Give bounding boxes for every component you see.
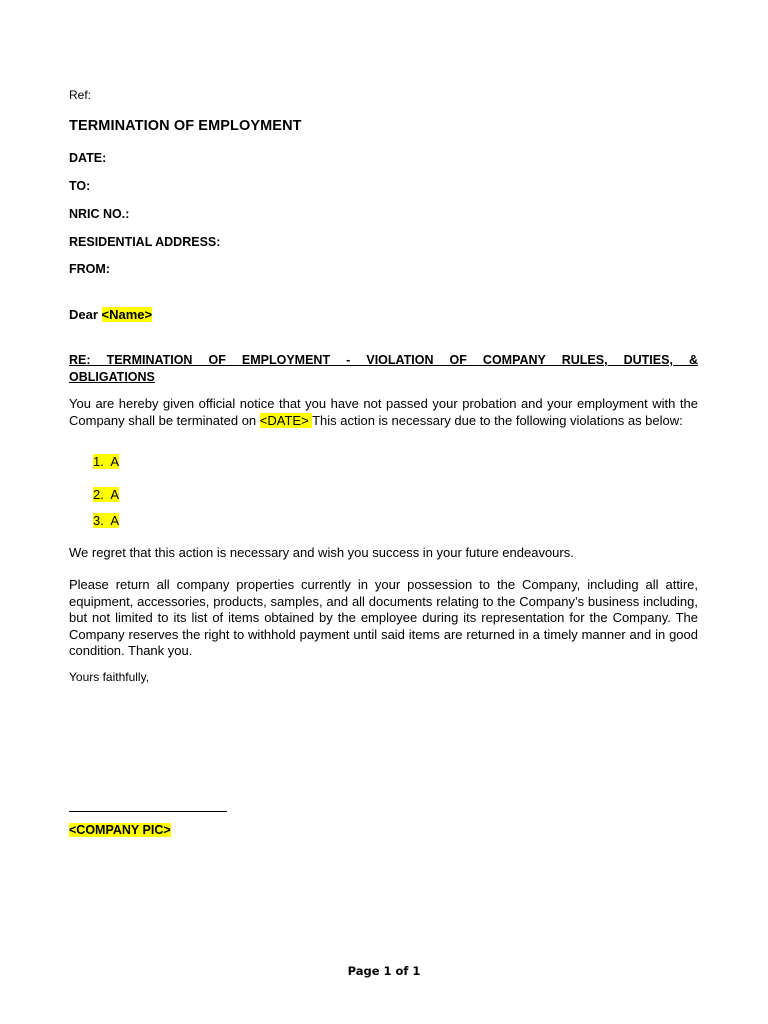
closing-line: Yours faithfully,	[69, 670, 150, 684]
nric-field-label: NRIC NO.:	[69, 207, 130, 221]
address-field-label: RESIDENTIAL ADDRESS:	[69, 235, 221, 249]
violation-item-2-body	[93, 487, 119, 502]
signature-line	[69, 811, 227, 812]
violation-item	[93, 454, 119, 469]
from-field-label: FROM:	[69, 262, 110, 276]
page-number-footer: Page 1 of 1	[347, 964, 421, 978]
violation-number: 1.	[93, 454, 104, 469]
signatory-placeholder: <COMPANY PIC>	[69, 823, 171, 837]
salutation	[69, 307, 152, 322]
violation-text: A	[110, 487, 120, 502]
termination-date-placeholder: <DATE>	[259, 412, 313, 428]
notice-text-before: You are hereby given official notice that you have not passed your probation and your employment with the Company shall be terminated on	[69, 396, 698, 428]
return-property-paragraph: Please return all company properties currently in your possession to the Company, including all attire, equipment, accessories, products, samples, and all documents relating to the Company’s business including, but not limited to its list of items obtained by the employee during its representation for the Company. The Company reserves the right to withhold payment until said items are returned in a timely manner and in good condition. Thank you.	[69, 577, 698, 658]
letter-title: TERMINATION OF EMPLOYMENT	[69, 118, 302, 134]
ref-label: Ref:	[69, 88, 92, 102]
violation-item	[93, 487, 119, 502]
name-placeholder: <Name>	[101, 307, 153, 322]
violation-text: A	[110, 513, 120, 528]
violation-item-1-body	[93, 454, 119, 469]
regret-paragraph: We regret that this action is necessary and wish you success in your future endeavours.	[69, 545, 574, 560]
violation-text: A	[110, 454, 120, 469]
violation-number: 2.	[93, 487, 104, 502]
violation-item	[93, 513, 119, 528]
violation-item-3-body	[93, 513, 119, 528]
violation-number: 3.	[93, 513, 104, 528]
to-field-label: TO:	[69, 179, 91, 193]
date-field-label: DATE:	[69, 151, 107, 165]
notice-text-after: This action is necessary due to the following violations as below:	[312, 412, 683, 428]
salutation-prefix: Dear	[69, 307, 102, 322]
letter-page	[69, 0, 698, 1024]
notice-paragraph	[69, 396, 698, 429]
signatory-block	[69, 823, 171, 837]
subject-line: RE: TERMINATION OF EMPLOYMENT - VIOLATION OF COMPANY RULES, DUTIES, & OBLIGATIONS	[69, 353, 698, 384]
